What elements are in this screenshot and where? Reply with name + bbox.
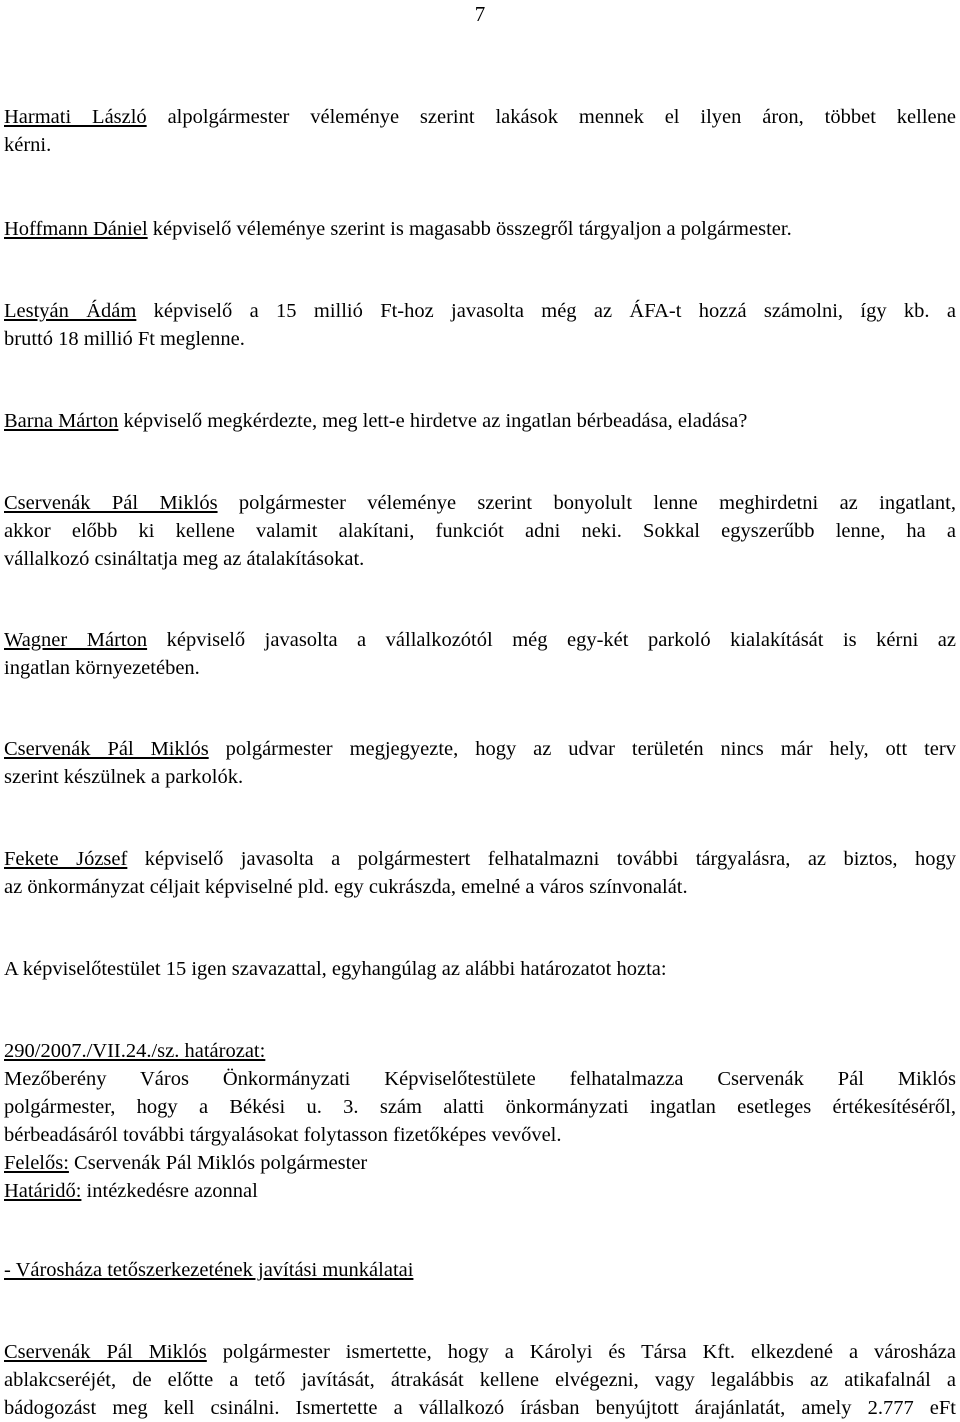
resolution-text: polgármester, hogy a Békési u. 3. szám alatti önkormányzati ingatlan esetleges értékesítéséről, — [4, 1096, 956, 1118]
page-number: 7 — [474, 2, 486, 26]
paragraph-cservenak-3: Cservenák Pál Miklós polgármester ismertette, hogy a Károlyi és Társa Kft. elkezdené a városháza ablakcseréjét, de előtte a tető javítását, átrakását kellene elvégezni, vagy legalábbis az atikafalnál a bádogozást meg kell csinálni. Ismertette a vállalkozó írásban benyújtott árajánlatát, amely 2.777 eFt — [4, 1341, 956, 1419]
section-heading: - Városháza tetőszerkezetének javítási munkálatai — [4, 1259, 414, 1281]
paragraph-cservenak-2: Cservenák Pál Miklós polgármester megjegyezte, hogy az udvar területén nincs már hely, ott terv szerint készülnek a parkolók. — [4, 738, 956, 788]
paragraph-lestyan: Lestyán Ádám képviselő a 15 millió Ft-hoz javasolta még az ÁFA-t hozzá számolni, így kb. a bruttó 18 millió Ft meglenne. — [4, 300, 956, 350]
paragraph-barna: Barna Márton képviselő megkérdezte, meg lett-e hirdetve az ingatlan bérbeadása, eladása? — [4, 410, 748, 432]
speaker-name: Cservenák Pál Miklós — [4, 492, 218, 514]
paragraph-hoffmann: Hoffmann Dániel képviselő véleménye szerint is magasabb összegről tárgyaljon a polgármester. — [4, 218, 792, 240]
responsible-line: Felelős: Cservenák Pál Miklós polgármester — [4, 1152, 368, 1174]
vote-statement: A képviselőtestület 15 igen szavazattal, egyhangúlag az alábbi határozatot hozta: — [4, 958, 667, 980]
speaker-name: Cservenák Pál Miklós — [4, 738, 209, 760]
deadline-line: Határidő: intézkedésre azonnal — [4, 1180, 258, 1202]
speaker-name: Wagner Márton — [4, 629, 148, 651]
resolution-text: Mezőberény Város Önkormányzati Képviselőtestülete felhatalmazza Cservenák Pál Miklós — [4, 1068, 956, 1090]
speaker-name: Cservenák Pál Miklós — [4, 1341, 207, 1363]
speaker-name: Lestyán Ádám — [4, 300, 137, 322]
paragraph-cservenak-1: Cservenák Pál Miklós polgármester véleménye szerint bonyolult lenne meghirdetni az ingatlant, akkor előbb ki kellene valamit alakítani, funkciót adni neki. Sokkal egyszerűbb lenne, ha a vállalkozó csináltatja meg az átalakításokat. — [4, 492, 956, 570]
speaker-name: Fekete József — [4, 848, 128, 870]
resolution-text: bérbeadásáról további tárgyalásokat folytasson fizetőképes vevővel. — [4, 1124, 562, 1146]
speaker-name: Barna Márton — [4, 410, 119, 432]
speaker-name: Hoffmann Dániel — [4, 218, 148, 240]
paragraph-fekete: Fekete József képviselő javasolta a polgármestert felhatalmazni további tárgyalásra, az biztos, hogy az önkormányzat céljait képviselné pld. egy cukrászda, emelné a város színvonalát. — [4, 848, 956, 898]
resolution-block — [4, 1037, 956, 1205]
paragraph-wagner: Wagner Márton képviselő javasolta a vállalkozótól még egy-két parkoló kialakítását is kérni az ingatlan környezetében. — [4, 629, 956, 679]
speaker-name: Harmati László — [4, 106, 147, 128]
resolution-number: 290/2007./VII.24./sz. határozat: — [4, 1040, 266, 1062]
paragraph-harmati: Harmati László alpolgármester véleménye szerint lakások mennek el ilyen áron, többet kellene kérni. — [4, 106, 956, 156]
